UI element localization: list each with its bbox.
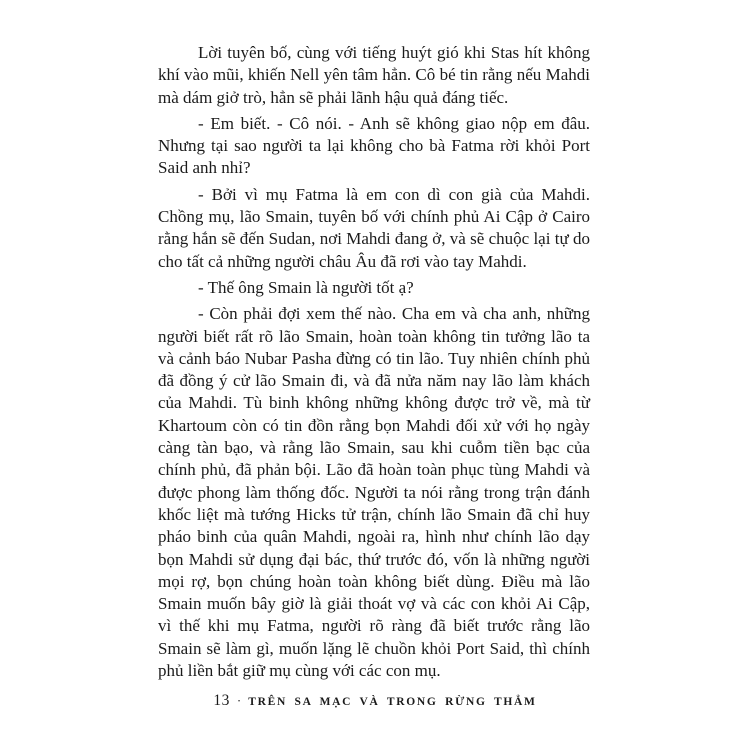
paragraph-2: - Em biết. - Cô nói. - Anh sẽ không giao nộp em đâu. Nhưng tại sao người ta lại không cho bà Fatma rời khỏi Port Said anh nhỉ? xyxy=(158,113,590,178)
paragraph-1: Lời tuyên bố, cùng với tiếng huýt gió khi Stas hít không khí vào mũi, khiến Nell yên tâm hẳn. Cô bé tin rằng nếu Mahdi mà dám giở trò, hẳn sẽ phải lãnh hậu quả đáng tiếc. xyxy=(158,43,590,107)
body-text-block xyxy=(158,42,590,682)
footer-separator-dot: · xyxy=(236,693,242,708)
paragraph-5: - Còn phải đợi xem thế nào. Cha em và cha anh, những người biết rất rõ lão Smain, hoàn toàn không tin tưởng lão ta và cảnh báo Nubar Pasha đừng có tin lão. Tuy nhiên chính phủ đã đồng ý cử lão Smain đi, và đã nửa năm nay lão làm khách của Mahdi. Tù binh không những không được trở về, mà từ Khartoum còn có tin đồn rằng bọn Mahdi đối xử với họ ngày càng tàn bạo, và rằng lão Smain, sau khi cuỗm tiền bạc của chính phủ, đã phản bội. Lão đã hoàn toàn phục tùng Mahdi và được phong làm thống đốc. Người ta nói rằng trong trận đánh khốc liệt mà tướng Hicks tử trận, chính lão Smain đã chỉ huy pháo binh của quân Mahdi, ngoài ra, hình như chính lão dạy bọn Mahdi sử dụng đại bác, thứ trước đó, vốn là những người mọi rợ, bọn chúng hoàn toàn không biết dùng. Điều mà lão Smain muốn bây giờ là giải thoát vợ và các con khỏi Ai Cập, vì thế khi mụ Fatma, người rõ ràng đã biết trước rằng lão Smain sẽ làm gì, muốn lặng lẽ chuồn khỏi Port Said, thì chính phủ liền bắt giữ mụ cùng với các con mụ. xyxy=(158,304,590,681)
page-footer xyxy=(0,692,750,710)
paragraph-3: - Bởi vì mụ Fatma là em con dì con già của Mahdi. Chồng mụ, lão Smain, tuyên bố với chính phủ Ai Cập ở Cairo rằng hắn sẽ đến Sudan, nơi Mahdi đang ở, và sẽ chuộc lại tự do cho tất cả những người châu Âu đã rơi vào tay Mahdi. xyxy=(158,184,590,271)
page-number: 13 xyxy=(213,692,230,709)
paragraph-4: - Thế ông Smain là người tốt ạ? xyxy=(198,277,414,297)
book-title-running-foot: TRÊN SA MẠC VÀ TRONG RỪNG THẲM xyxy=(248,696,537,708)
